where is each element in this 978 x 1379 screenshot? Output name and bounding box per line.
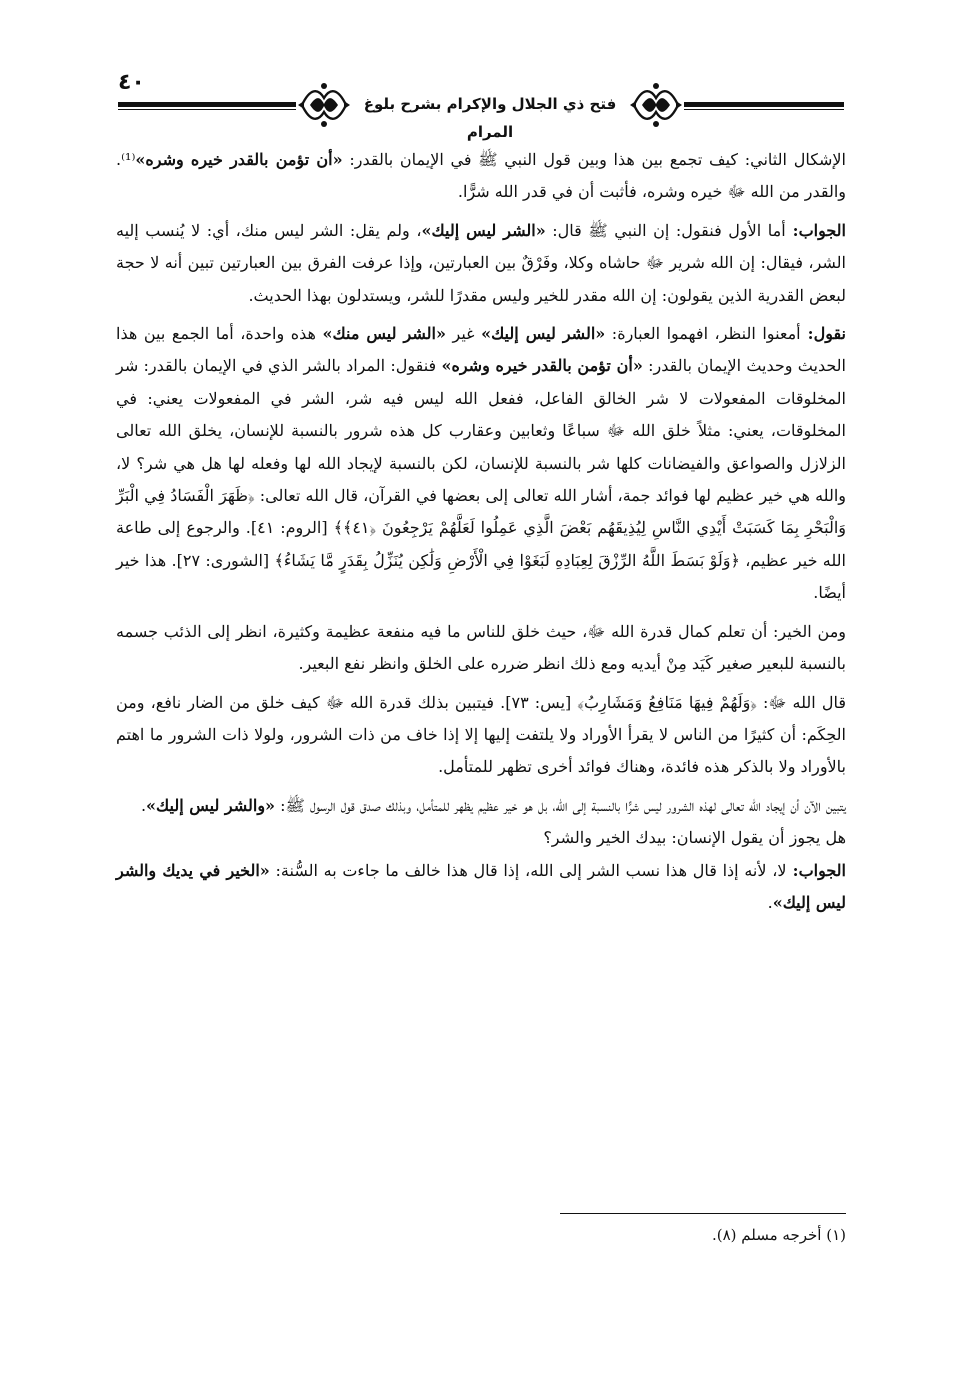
bold-text: «أن تؤمن بالقدر خيره وشره» — [135, 150, 343, 169]
page-header — [118, 70, 844, 141]
bold-text: الجواب: — [786, 860, 847, 880]
text-run: أمعنوا النظر، افهموا العبارة: — [605, 324, 801, 344]
paragraph — [116, 616, 846, 681]
text-run: هل يجوز أن يقول الإنسان: بيدك الخير والشر؟ — [543, 828, 846, 848]
paragraph — [116, 790, 846, 822]
page-number: ٤٠ — [118, 70, 153, 95]
ornament-left-icon — [296, 80, 352, 130]
bold-text: «الخير في يديك والشر ليس إليك» — [116, 860, 846, 912]
text-run: ⁽¹⁾. والقدر من الله ﷻ خيره وشره، فأثبت أن في قدر الله شرًّا. — [116, 150, 846, 202]
text-run: غير — [445, 324, 482, 344]
text-run: لا، لأنه إذا قال هذا نسب الشر إلى الله، إذا قال هذا خالف ما جاءت به السُّنة: — [269, 860, 787, 880]
paragraph — [116, 144, 846, 209]
paragraph — [116, 687, 846, 784]
text-run: . — [767, 892, 773, 912]
bold-text: «الشر ليس إليك» — [421, 220, 546, 240]
text-run: ومن الخير: أن تعلم كمال قدرة الله ﷻ، حيث خلق للناس ما فيه منفعة عظيمة وكثيرة، انظر إلى الذئب جسمه بالنسبة للبعير صغير كَيَد مِنْ أيديه ومع ذلك انظر ضرره على الخلق وانظر نفع البعير. — [116, 621, 846, 674]
text-run: ﴿ظَهَرَ الْفَسَادُ فِي الْبَرِّ وَالْبَحْرِ بِمَا كَسَبَتْ أَيْدِي النَّاسِ لِيُذِيقَهُم بَعْضَ الَّذِي عَمِلُوا لَعَلَّهُمْ يَرْجِعُونَ ﴿٤١﴾﴾ — [116, 486, 847, 538]
paragraph — [116, 855, 846, 920]
text-run: الإشكال الثاني: كيف تجمع بين هذا وبين قول النبي ﷺ في الإيمان بالقدر: — [342, 150, 847, 169]
text-run: [الروم: ٤١]. والرجوع إلى طاعة الله خير عظيم، — [116, 518, 846, 570]
paragraph — [116, 318, 846, 610]
bold-text: «الشر ليس إليك» — [481, 324, 606, 344]
text-run: [يس: ٧٣]. فيتبين بذلك قدرة الله ﷻ كيف خلق من الضار نافع، ومن الحِكَم: أن كثيرًا من الناس لا يقرأ الأوراد ولا يلتفت إليها إلا إذا خاف من ذات الشرور، ولولا ذات الشرور ما اهتم بالأوراد ولا بالذكر هذه فائدة، وهناك فوائد أخرى تظهر للمتأمل. — [116, 692, 846, 777]
paragraph — [116, 215, 846, 312]
bold-text: الجواب: — [785, 220, 847, 240]
text-run: [الشورى: ٢٧]. هذا خير أيضًا. — [116, 550, 846, 603]
bold-text: «الشر ليس منك» — [322, 324, 446, 344]
text-run: . — [140, 795, 147, 815]
bold-text: نقول: — [800, 324, 847, 344]
ornament-right-icon — [628, 80, 684, 130]
text-run: أما الأول فنقول: إن النبي ﷺ قال: — [545, 220, 786, 240]
text-run: ، ولم يقل: الشر ليس منك، أي: لا يُنسب إليه الشر، فيقال: إن الله شرير ﷻ حاشاه وكلا، وفَرْقٌ بين العبارتين، وإذا عرفت الفرق بين العبارتين تبين أنه لا حجة لبعض القدرية الذين يقولون: إن الله مقدر للخير وليس مقدرًا للشر، ويستدلون بهذا الحديث. — [116, 220, 847, 305]
footnote-separator — [560, 1213, 846, 1214]
text-run: يتبين الآن أن إيجاد الله تعالى لهذه الشرور ليس شرًّا بالنسبة إلى الله، بل هو خير عظيم يظهر للمتأمل، وبذلك صدق قول الرسول ﷺ: — [275, 795, 846, 815]
text-run: قال الله ﷻ: — [756, 692, 846, 712]
text-run: ﴿وَلَهُمْ فِيهَا مَنَافِعُ وَمَشَارِبُ﴾ — [577, 692, 757, 712]
paragraph — [116, 822, 846, 854]
text-run: ﴿وَلَوْ بَسَطَ اللَّهُ الرِّزْقَ لِعِبَادِهِ لَبَغَوْا فِي الْأَرْضِ وَلَٰكِن يُنَزِّلُ بِقَدَرٍ مَّا يَشَاءُ﴾ — [274, 550, 740, 570]
text-run: فنقول: المراد بالشر الذي في الإيمان بالقدر: شر المخلوقات المفعولات لا شر الخالق الفاعل، ففعل الله ليس فيه شر، الشر في المفعولات يعني: في المخلوقات، يعني: مثلاً خلق الله ﷻ سباعًا وثعابين وعقارب كل هذه شرور بالنسبة للإنسان، يخلق الله تعالى الزلازل والصواعق والفيضانات كلها شر بالنسبة للإنسان، لكن بالنسبة لإيجاد الله لها وفعله لها هل هي شر؟ لا، والله هي خير عظيم لها فوائد جمة، أشار الله تعالى إلى بعضها في القرآن، قال الله تعالى: — [116, 356, 847, 506]
text-run: هذه واحدة، أما الجمع بين هذا الحديث وحديث الإيمان بالقدر: — [116, 324, 847, 376]
footnote: (١) أخرجه مسلم (٨). — [711, 1226, 846, 1244]
bold-text: «والشر ليس إليك» — [146, 795, 276, 815]
book-title: فتح ذي الجلال والإكرام بشرح بلوغ المرام — [352, 90, 628, 146]
bold-text: «أن تؤمن بالقدر خيره وشره» — [441, 356, 643, 376]
main-text — [116, 144, 846, 919]
